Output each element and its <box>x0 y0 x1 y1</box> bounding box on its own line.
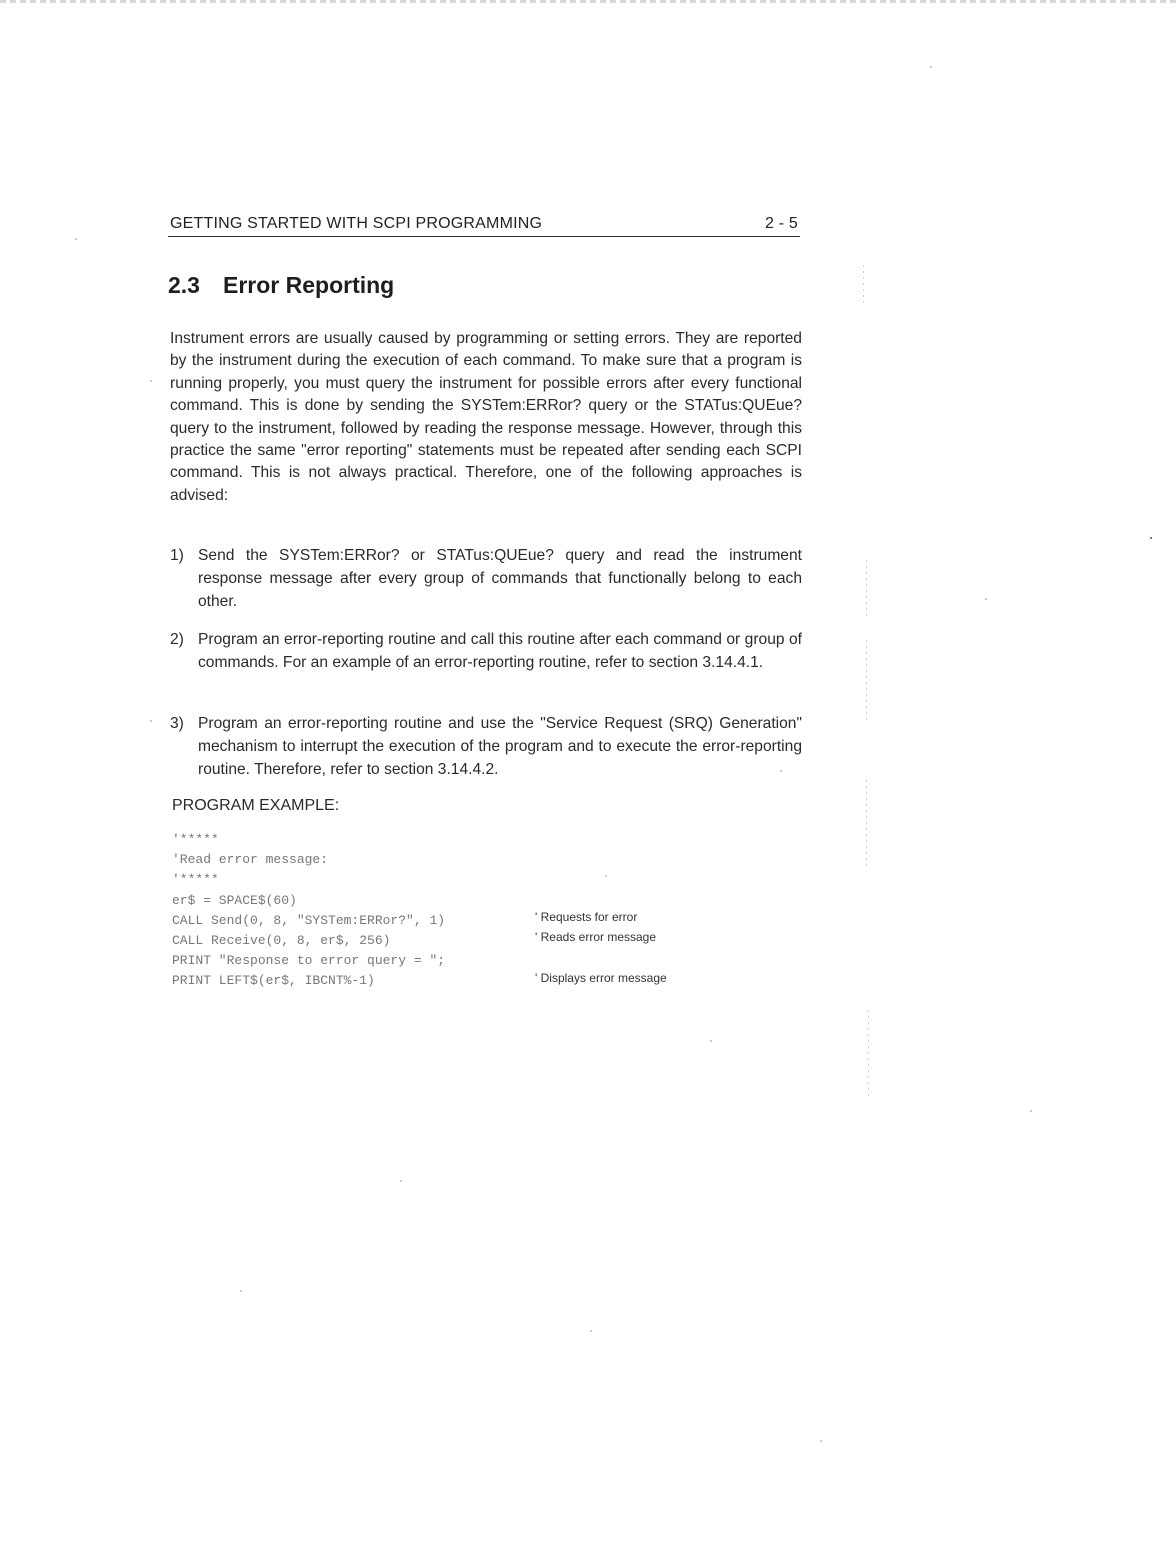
page-number: 2 - 5 <box>764 215 798 232</box>
scan-speck <box>400 1180 402 1182</box>
code-line: '***** <box>172 872 219 888</box>
margin-mark <box>866 640 867 720</box>
code-block <box>172 830 445 992</box>
header-title: GETTING STARTED WITH SCPI PROGRAMMING <box>170 215 543 232</box>
section-title: Error Reporting <box>223 272 395 298</box>
scan-speck <box>150 380 152 382</box>
scan-speck <box>930 66 932 68</box>
scan-speck <box>1150 537 1152 539</box>
code-comment: ' Reads error message <box>535 930 657 944</box>
code-line: '***** <box>172 832 219 847</box>
scan-speck <box>605 875 607 877</box>
list-item <box>170 712 802 781</box>
section-number: 2.3 <box>168 272 200 298</box>
list-item <box>170 628 802 674</box>
scan-speck <box>780 770 782 772</box>
code-line: CALL Receive(0, 8, er$, 256) <box>172 932 391 948</box>
scan-edge-artifact <box>0 0 1176 3</box>
code-line: 'Read error message: <box>172 852 329 868</box>
scan-speck <box>75 238 77 240</box>
margin-mark <box>866 560 867 620</box>
list-item-text: Send the SYSTem:ERRor? or STATus:QUEue? query and read the instrument response message after every group of commands that functionally belong to each other. <box>198 547 802 610</box>
running-header <box>168 214 800 237</box>
list-item <box>170 544 802 613</box>
margin-mark <box>866 780 867 870</box>
scan-speck <box>590 1330 592 1332</box>
code-line: PRINT "Response to error query = "; <box>172 953 446 969</box>
program-example-label: PROGRAM EXAMPLE: <box>172 797 340 814</box>
scan-speck <box>820 1440 822 1442</box>
list-item-text: Program an error-reporting routine and use the "Service Request (SRQ) Generation" mechanism to interrupt the execution of the program and to execute the error-reporting routine. Therefore, refer to section 3.14.4.2. <box>198 715 802 778</box>
code-line: CALL Send(0, 8, "SYSTem:ERRor?", 1) <box>172 912 446 928</box>
scan-speck <box>240 1290 242 1292</box>
scan-speck <box>985 598 987 600</box>
list-item-number: 2) <box>170 631 184 648</box>
scan-speck <box>710 1040 712 1042</box>
code-comment: ' Requests for error <box>535 910 638 924</box>
code-comment: ' Displays error message <box>535 971 667 985</box>
code-line: PRINT LEFT$(er$, IBCNT%-1) <box>172 973 375 989</box>
list-item-number: 3) <box>170 715 184 732</box>
margin-mark <box>868 1010 869 1100</box>
code-line: er$ = SPACE$(60) <box>172 892 297 908</box>
intro-paragraph: Instrument errors are usually caused by programming or setting errors. They are reported by the instrument during the execution of each command. To make sure that a program is running properly, you must query the instrument for possible errors after every functional command. This is done by sending the SYSTem:ERRor? query or the STATus:QUEue? query to the instrument, followed by reading the response message. However, through this practice the same "error reporting" statements must be repeated after sending each SCPI command. This is not always practical. Therefore, one of the following approaches is advised: <box>170 330 802 504</box>
margin-mark <box>863 265 864 305</box>
list-item-number: 1) <box>170 547 184 564</box>
section-heading <box>168 272 394 299</box>
scan-speck <box>1030 1110 1032 1112</box>
list-item-text: Program an error-reporting routine and call this routine after each command or group of commands. For an example of an error-reporting routine, refer to section 3.14.4.1. <box>198 631 802 671</box>
scan-speck <box>150 720 152 722</box>
